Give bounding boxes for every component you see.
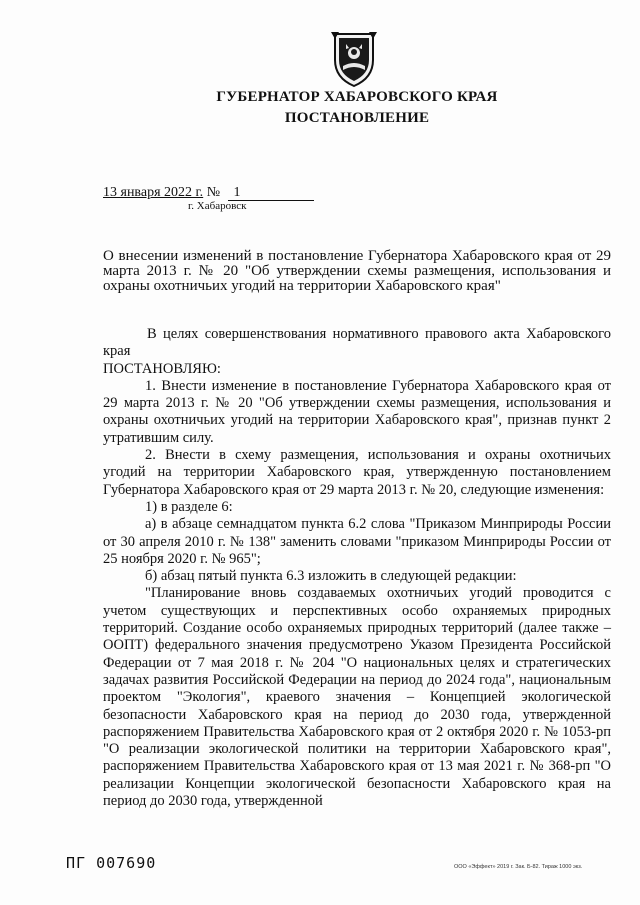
paragraph-2: 2. Внести в схему размещения, использования и охраны охотничьих угодий на территории Хабаровского края, утвержденную постановлением Губернатора Хабаровского края от 29 марта 2013 г. № 20, следующие изменения:: [103, 447, 611, 498]
document-body: [103, 326, 611, 810]
intro-paragraph: В целях совершенствования нормативного правового акта Хабаровского края: [103, 326, 611, 360]
paragraph-3: 1) в разделе 6:: [145, 498, 233, 515]
printer-imprint: ООО «Эффект» 2019 г. Зак. Б-82. Тираж 1000 экз.: [454, 864, 583, 870]
paragraph-4: а) в абзаце семнадцатом пункта 6.2 слова "Приказом Минприроды России от 30 апреля 2010 г. № 138" заменить словами "приказом Минприроды России от 25 ноября 2020 г. № 965";: [103, 516, 611, 567]
document-type: ПОСТАНОВЛЕНИЕ: [284, 110, 430, 126]
paragraph-1: 1. Внести изменение в постановление Губернатора Хабаровского края от 29 марта 2013 г. № 20 "Об утверждении схемы размещения, использования и охраны охотничьих угодий на территории Хабаровского края", признав пункт 2 утратившим силу.: [103, 377, 611, 446]
decree-word: ПОСТАНОВЛЯЮ:: [103, 360, 221, 377]
issuer-title: ГУБЕРНАТОР ХАБАРОВСКОГО КРАЯ: [216, 89, 498, 105]
number-sign: №: [206, 185, 221, 200]
document-number: 1: [228, 186, 314, 201]
date-number-line: [103, 185, 314, 201]
coat-of-arms-icon: [329, 30, 379, 88]
form-code: ПГ 007690: [66, 854, 157, 872]
document-city: г. Хабаровск: [188, 200, 247, 212]
paragraph-6: "Планирование вновь создаваемых охотничьих угодий проводится с учетом существующих и перспективных особо охраняемых природных территорий. Создание особо охраняемых природных территорий (далее также – ООПТ) федерального значения предусмотрено Указом Президента Российской Федерации от 7 мая 2018 г. № 204 "О национальных целях и стратегических задачах развития Российской Федерации на период до 2024 года", национальным проектом "Экология", краевого значения – Концепцией экологической безопасности Хабаровского края на период до 2030 года, утвержденной распоряжением Правительства Хабаровского края от 2 октября 2020 г. № 1053-рп "О реализации экологической политики на территории Хабаровского края", распоряжением Правительства Хабаровского края от 13 мая 2021 г. № 368-рп "О реализации Концепции экологической безопасности Хабаровского края на период до 2030 года, утвержденной: [103, 585, 611, 810]
document-date: 13 января 2022 г.: [103, 185, 204, 200]
paragraph-5: б) абзац пятый пункта 6.3 изложить в следующей редакции:: [145, 568, 517, 585]
document-subject: О внесении изменений в постановление Губернатора Хабаровского края от 29 марта 2013 г. № 20 "Об утверждении схемы размещения, использования и охраны охотничьих угодий на территории Хабаровского края": [103, 248, 611, 294]
